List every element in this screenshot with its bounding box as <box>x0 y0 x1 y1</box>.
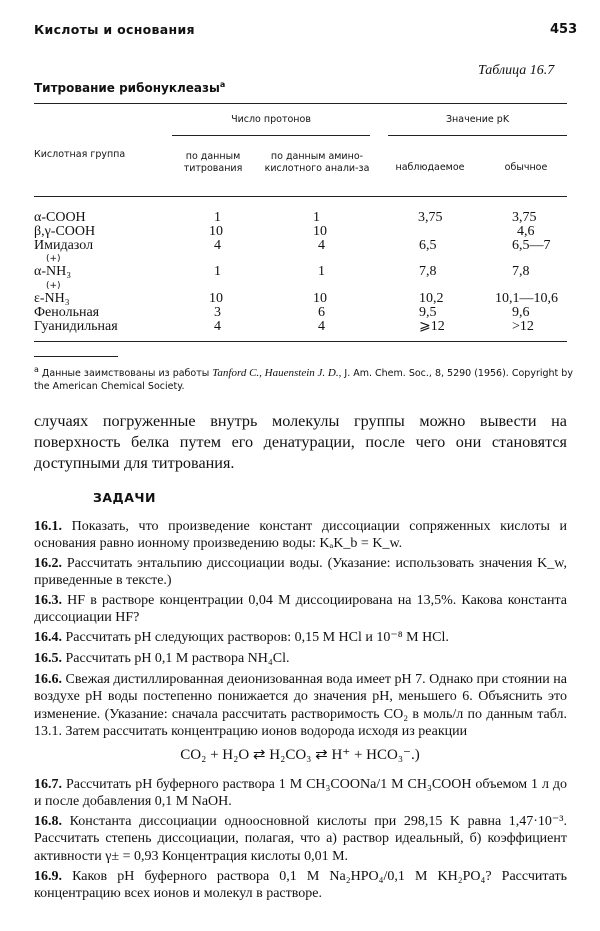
task-text: Рассчитать pH 0,1 М раствора NH₄Cl. <box>65 651 290 666</box>
footnote-text-post: J. Am. Chem. Soc., 8, 5290 (1956). Copyright by the American Chemical Society. <box>34 368 573 393</box>
page-number: 453 <box>550 22 578 37</box>
table-title-footnote-mark: a <box>219 80 226 89</box>
task-number: 16.8. <box>34 814 62 829</box>
table-footnote <box>34 363 574 393</box>
task-text: Рассчитать pH буферного раствора 1 М CH₃COONa/1 М CH₃COOH объемом 1 л до и после добавления 0,1 М NaOH. <box>34 777 568 810</box>
table-cell-titration: 4 <box>214 238 221 253</box>
task-text: Свежая дистиллированная деионизованная вода имеет pH 7. Однако при стоянии на воздухе pH воды постепенно понижается до значения pH, меньшего 6. Объяснить это изменение. (Указание: сначала рассчитать растворимость CO₂ в моль/л по данным табл. 13.1. Затем рассчитать концентрацию ионов водорода исходя из реакции <box>34 672 568 739</box>
table-cell-observed: 10,2 <box>419 291 444 306</box>
task-item <box>34 650 567 667</box>
table-cell-normal: 7,8 <box>512 264 530 279</box>
table-cell-amino: 10 <box>313 224 327 239</box>
body-paragraph: случаях погруженные внутрь молекулы группы можно вывести на поверхность белка путем его денатурации, после чего они становятся доступными для титрования. <box>34 412 567 472</box>
table-cell-amino: 10 <box>313 291 327 306</box>
charge-plus-mark: (+) <box>46 281 61 291</box>
task-number: 16.3. <box>34 593 62 608</box>
task-number: 16.2. <box>34 556 62 571</box>
table-cell-normal: 6,5—7 <box>512 238 551 253</box>
proton-group-rule <box>172 135 370 136</box>
table-cell-titration: 1 <box>214 210 221 225</box>
table-title-text: Титрование рибонуклеазы <box>34 81 220 95</box>
normal-subheader: обычное <box>504 162 548 173</box>
task-item <box>34 592 567 627</box>
amino-analysis-subheader: по данным амино-кислотного анали-за <box>264 151 370 174</box>
table-title <box>34 80 225 95</box>
titration-subheader: по данным титрования <box>183 151 243 174</box>
table-cell-observed: 9,5 <box>419 305 437 320</box>
table-cell-normal: 3,75 <box>512 210 537 225</box>
task-number: 16.5. <box>34 651 62 666</box>
task-number: 16.4. <box>34 630 62 645</box>
table-cell-normal: 4,6 <box>517 224 535 239</box>
table-cell-amino: 4 <box>318 238 325 253</box>
section-heading: ЗАДАЧИ <box>93 490 156 505</box>
table-cell-titration: 1 <box>214 264 221 279</box>
table-bottom-rule <box>34 341 567 342</box>
table-row-group: α-COOH <box>34 210 86 225</box>
table-row-group: β,γ-COOH <box>34 224 96 239</box>
table-cell-titration: 3 <box>214 305 221 320</box>
table-cell-observed: ⩾12 <box>419 319 445 334</box>
task-number: 16.7. <box>34 777 62 792</box>
table-cell-amino: 1 <box>313 210 320 225</box>
table-label: Таблица 16.7 <box>478 63 555 78</box>
footnote-rule <box>34 356 118 357</box>
table-row-group: ε-NH₃ <box>34 291 70 306</box>
reaction-equation: CO₂ + H₂O ⇄ H₂CO₃ ⇄ H⁺ + HCO₃⁻.) <box>180 747 420 763</box>
table-cell-normal: >12 <box>512 319 534 334</box>
task-item <box>34 776 567 811</box>
task-text: HF в растворе концентрации 0,04 М диссоциирована на 13,5%. Какова константа диссоциации HF? <box>34 593 567 626</box>
table-row-group: α-NH₃ <box>34 264 72 279</box>
table-cell-observed: 3,75 <box>418 210 443 225</box>
table-cell-amino: 4 <box>318 319 325 334</box>
footnote-authors: Tanford C., Hauenstein J. D., <box>212 367 342 380</box>
pk-group-rule <box>388 135 567 136</box>
pk-value-header: Значение pK <box>445 114 510 125</box>
footnote-text-pre: Данные заимствованы из работы <box>41 368 210 380</box>
table-cell-observed: 6,5 <box>419 238 437 253</box>
table-cell-normal: 10,1—10,6 <box>495 291 558 306</box>
task-item <box>34 813 567 865</box>
running-header-title: Кислоты и основания <box>34 22 195 37</box>
table-cell-amino: 6 <box>318 305 325 320</box>
task-number: 16.9. <box>34 869 62 884</box>
observed-subheader: наблюдаемое <box>395 162 465 173</box>
task-text: Показать, что произведение констант диссоциации сопряженных кислоты и основания равно ионному произведению воды: KₐK_b = K_w. <box>34 519 568 552</box>
task-item <box>34 518 567 553</box>
footnote-mark: a <box>34 365 39 374</box>
task-text: Каков pH буферного раствора 0,1 М Na₂HPO₄/0,1 М KH₂PO₄? Рассчитать концентрацию всех ионов и молекул в растворе. <box>34 869 568 902</box>
task-item <box>34 671 567 740</box>
table-row-group: Фенольная <box>34 305 100 320</box>
table-row-group: Имидазол <box>34 238 94 253</box>
task-item <box>34 629 567 646</box>
acid-group-header: Кислотная группа <box>34 149 126 160</box>
table-cell-titration: 10 <box>209 291 223 306</box>
task-item <box>34 868 567 903</box>
charge-plus-mark: (+) <box>46 254 61 264</box>
task-text: Рассчитать энтальпию диссоциации воды. (Указание: использовать значения K_w, приведенные в тексте.) <box>34 556 567 589</box>
task-number: 16.1. <box>34 519 62 534</box>
table-cell-observed: 7,8 <box>419 264 437 279</box>
task-number: 16.6. <box>34 672 62 687</box>
table-cell-titration: 10 <box>209 224 223 239</box>
table-cell-normal: 9,6 <box>512 305 530 320</box>
task-text: Константа диссоциации одноосновной кислоты при 298,15 K равна 1,47·10⁻³. Рассчитать степень диссоциации, полагая, что а) раствор идеальный, б) коэффициент активности γ± = 0,93 Концентрация кислоты 0,01 М. <box>34 814 568 864</box>
table-header-rule <box>34 196 567 197</box>
table-cell-titration: 4 <box>214 319 221 334</box>
table-row-group: Гуанидильная <box>34 319 118 334</box>
task-item <box>34 555 567 590</box>
table-top-rule <box>34 103 567 104</box>
table-cell-amino: 1 <box>318 264 325 279</box>
proton-count-header: Число протонов <box>231 114 311 125</box>
task-text: Рассчитать pH следующих растворов: 0,15 М HCl и 10⁻⁸ М HCl. <box>65 630 449 645</box>
